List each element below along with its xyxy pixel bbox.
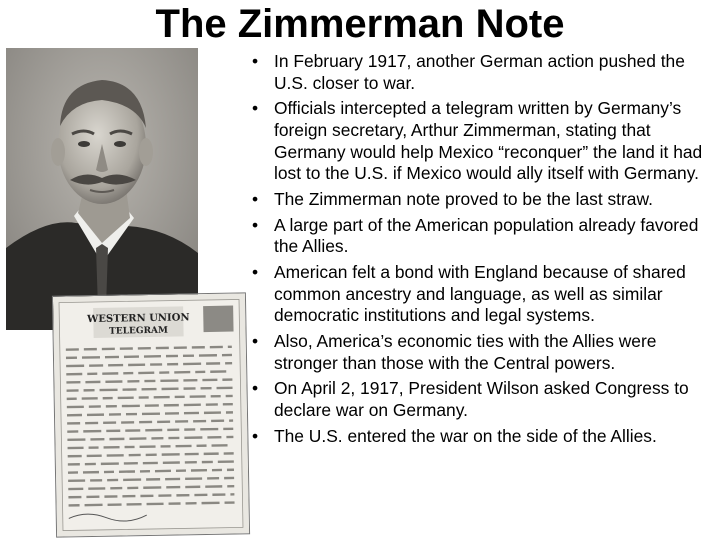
telegram-code-mark bbox=[66, 365, 84, 368]
zimmerman-telegram-image bbox=[52, 292, 250, 537]
telegram-code-mark bbox=[183, 379, 197, 382]
telegram-code-mark bbox=[107, 479, 118, 482]
telegram-code-mark bbox=[204, 411, 221, 414]
telegram-code-mark bbox=[186, 502, 197, 505]
bullet-list bbox=[252, 51, 718, 452]
telegram-code-mark bbox=[174, 371, 190, 374]
telegram-code-mark bbox=[167, 363, 178, 366]
telegram-code-mark bbox=[66, 373, 82, 376]
telegram-code-mark bbox=[175, 396, 185, 399]
bullet-item bbox=[252, 189, 718, 211]
telegram-code-mark bbox=[139, 421, 152, 424]
telegram-code-mark bbox=[142, 388, 157, 391]
telegram-code-mark bbox=[150, 363, 162, 366]
telegram-code-mark bbox=[89, 405, 101, 408]
telegram-code-mark bbox=[225, 362, 232, 365]
telegram-code-mark bbox=[126, 413, 137, 416]
telegram-code-mark bbox=[175, 420, 188, 423]
telegram-code-mark bbox=[163, 461, 180, 464]
telegram-code-mark bbox=[106, 430, 120, 433]
telegram-code-mark bbox=[145, 429, 162, 432]
telegram-code-mark bbox=[151, 437, 163, 440]
telegram-code-mark bbox=[68, 455, 82, 458]
telegram-code-mark bbox=[66, 356, 77, 359]
telegram-code-mark bbox=[67, 389, 79, 392]
telegram-code-mark bbox=[184, 412, 199, 415]
telegram-code-mark bbox=[226, 436, 233, 439]
telegram-code-mark bbox=[66, 348, 79, 351]
telegram-code-mark bbox=[101, 462, 119, 465]
telegram-code-mark bbox=[222, 378, 232, 381]
telegram-code-mark bbox=[138, 347, 151, 350]
telegram-code-mark bbox=[185, 477, 202, 480]
telegram-code-mark bbox=[147, 503, 164, 506]
telegram-code-mark bbox=[201, 387, 212, 390]
telegram-code-mark bbox=[185, 486, 200, 489]
telegram-header-line1: WESTERN UNION bbox=[86, 312, 190, 326]
telegram-code-mark bbox=[204, 452, 219, 455]
telegram-code-mark bbox=[176, 494, 189, 497]
telegram-code-mark bbox=[185, 461, 197, 464]
telegram-code-mark bbox=[223, 428, 233, 431]
telegram-code-mark bbox=[67, 438, 85, 441]
telegram-code-mark bbox=[129, 437, 146, 440]
telegram-code-mark bbox=[85, 463, 96, 466]
telegram-code-mark bbox=[202, 461, 213, 464]
bullet-item bbox=[252, 426, 718, 448]
telegram-code-mark bbox=[174, 346, 187, 349]
telegram-code-mark bbox=[67, 414, 82, 417]
telegram-code-mark bbox=[123, 478, 141, 481]
telegram-code-mark bbox=[121, 421, 134, 424]
telegram-code-mark bbox=[138, 372, 154, 375]
telegram-code-mark bbox=[168, 437, 179, 440]
telegram-code-mark bbox=[104, 446, 120, 449]
telegram-code-mark bbox=[143, 486, 161, 489]
telegram-code-mark bbox=[125, 429, 140, 432]
telegram-code-mark bbox=[68, 488, 83, 491]
telegram-code-mark bbox=[124, 462, 138, 465]
telegram-code-mark bbox=[207, 436, 221, 439]
telegram-code-mark bbox=[191, 469, 207, 472]
telegram-code-mark bbox=[207, 477, 219, 480]
telegram-code-mark bbox=[202, 379, 217, 382]
telegram-code-mark bbox=[212, 469, 222, 472]
telegram-code-mark bbox=[140, 495, 153, 498]
bullet-dot: • bbox=[252, 262, 259, 283]
telegram-code-mark bbox=[223, 403, 233, 406]
telegram-code-mark bbox=[224, 452, 234, 455]
telegram-code-mark bbox=[229, 419, 233, 421]
telegram-code-mark bbox=[100, 389, 118, 392]
telegram-code-mark bbox=[161, 445, 171, 448]
telegram-code-mark bbox=[157, 420, 170, 423]
telegram-code-mark bbox=[217, 387, 233, 390]
bullet-text: In February 1917, another German action pushed the U.S. closer to war. bbox=[274, 51, 685, 93]
telegram-code-mark bbox=[146, 454, 157, 457]
telegram-code-mark bbox=[212, 493, 225, 496]
telegram-code-mark bbox=[162, 388, 179, 391]
telegram-code-mark bbox=[154, 396, 170, 399]
telegram-code-mark bbox=[194, 494, 207, 497]
bullet-item bbox=[252, 51, 718, 94]
telegram-code-mark bbox=[82, 397, 98, 400]
telegram-code-mark bbox=[83, 471, 99, 474]
telegram-code-mark bbox=[102, 348, 115, 351]
telegram-code-mark bbox=[210, 370, 226, 373]
telegram-code-mark bbox=[155, 470, 171, 473]
telegram-code-mark bbox=[106, 405, 117, 408]
telegram-code-mark bbox=[83, 430, 101, 433]
telegram-code-mark bbox=[158, 494, 171, 497]
telegram-code-mark bbox=[184, 404, 201, 407]
telegram-code-mark bbox=[140, 470, 150, 473]
telegram-code-mark bbox=[190, 395, 206, 398]
telegram-code-mark bbox=[82, 356, 100, 359]
telegram-code-mark bbox=[118, 396, 134, 399]
telegram-code-mark bbox=[225, 501, 235, 504]
bullet-dot: • bbox=[252, 425, 259, 446]
bullet-item bbox=[252, 98, 718, 184]
telegram-code-mark bbox=[211, 420, 224, 423]
telegram-code-mark bbox=[89, 446, 99, 449]
telegram-code-mark bbox=[211, 395, 221, 398]
bullet-dot: • bbox=[252, 188, 259, 209]
telegram-code-mark bbox=[128, 363, 145, 366]
telegram-code-mark bbox=[85, 381, 100, 384]
telegram-code-mark bbox=[165, 478, 180, 481]
bullet-text: The Zimmerman note proved to be the last straw. bbox=[274, 188, 653, 209]
telegram-code-mark bbox=[89, 364, 103, 367]
telegram-code-mark bbox=[120, 347, 133, 350]
telegram-code-mark bbox=[210, 346, 223, 349]
bullet-dot: • bbox=[252, 214, 259, 235]
telegram-code-mark bbox=[140, 445, 156, 448]
bullet-item bbox=[252, 378, 718, 421]
telegram-code-mark bbox=[206, 403, 218, 406]
telegram-code-mark bbox=[184, 428, 195, 431]
telegram-code-mark bbox=[185, 453, 199, 456]
telegram-code-mark bbox=[166, 355, 178, 358]
telegram-code-mark bbox=[107, 454, 124, 457]
telegram-code-mark bbox=[159, 371, 169, 374]
telegram-code-mark bbox=[212, 444, 228, 447]
telegram-code-mark bbox=[166, 486, 180, 489]
telegram-code-mark bbox=[160, 379, 178, 382]
telegram-code-mark bbox=[103, 421, 116, 424]
bullet-text: Also, America’s economic ties with the Allies were stronger than those with the Central powers. bbox=[274, 331, 657, 373]
telegram-code-mark bbox=[176, 445, 192, 448]
telegram-code-mark bbox=[184, 436, 202, 439]
telegram-code-mark bbox=[202, 502, 220, 505]
telegram-code-mark bbox=[105, 380, 122, 383]
telegram-code-mark bbox=[169, 502, 181, 505]
bullet-dot: • bbox=[252, 98, 259, 119]
telegram-code-mark bbox=[192, 346, 205, 349]
telegram-code-mark bbox=[129, 454, 141, 457]
bullet-dot: • bbox=[252, 331, 259, 352]
telegram-code-mark bbox=[123, 372, 133, 375]
telegram-code-mark bbox=[109, 413, 121, 416]
telegram-code-mark bbox=[162, 453, 180, 456]
telegram-code-mark bbox=[88, 487, 105, 490]
telegram-code-mark bbox=[87, 413, 104, 416]
telegram-code-mark bbox=[156, 347, 169, 350]
bullet-text: Officials intercepted a telegram written by Germany’s foreign secretary, Arthur Zimmerman, stating that Germany would help Mexico “reconquer” the land it had lost to the U.S. if Mexico would ally itself with Germany. bbox=[274, 98, 703, 184]
telegram-code-mark bbox=[127, 380, 139, 383]
telegram-code-mark bbox=[205, 485, 222, 488]
telegram-code-mark bbox=[68, 447, 84, 450]
telegram-code-mark bbox=[142, 412, 160, 415]
telegram-code-mark bbox=[167, 429, 179, 432]
telegram-code-mark bbox=[102, 372, 118, 375]
telegram-code-mark bbox=[226, 395, 233, 398]
telegram-code-mark bbox=[218, 460, 234, 463]
bullet-item bbox=[252, 331, 718, 374]
telegram-code-mark bbox=[228, 346, 232, 348]
telegram-code-mark bbox=[195, 371, 205, 374]
telegram-code-mark bbox=[87, 454, 102, 457]
telegram-code-mark bbox=[197, 444, 207, 447]
telegram-code-mark bbox=[104, 471, 114, 474]
telegram-code-mark bbox=[68, 479, 85, 482]
telegram-code-mark bbox=[90, 479, 102, 482]
telegram-code-mark bbox=[90, 438, 104, 441]
bullet-text: A large part of the American population already favored the Allies. bbox=[274, 214, 699, 257]
telegram-code-mark bbox=[200, 428, 218, 431]
bullet-text: American felt a bond with England because of shared common ancestry and language, as well as similar democratic institutions and legal systems. bbox=[274, 262, 686, 326]
telegram-code-mark bbox=[68, 471, 78, 474]
telegram-code-mark bbox=[145, 404, 159, 407]
telegram-code-mark bbox=[226, 411, 233, 414]
telegram-code-mark bbox=[127, 487, 138, 490]
telegram-code-mark bbox=[183, 354, 194, 357]
telegram-code-mark bbox=[119, 470, 135, 473]
telegram-code-mark bbox=[224, 477, 234, 480]
telegram-code-mark bbox=[105, 356, 119, 359]
telegram-code-mark bbox=[124, 355, 139, 358]
telegram-code-mark bbox=[199, 354, 217, 357]
telegram-code-mark bbox=[183, 363, 201, 366]
telegram-code-mark bbox=[139, 396, 149, 399]
bullet-text: On April 2, 1917, President Wilson asked Congress to declare war on Germany. bbox=[274, 378, 689, 421]
telegram-code-mark bbox=[193, 420, 206, 423]
bullet-item bbox=[252, 262, 718, 327]
telegram-code-mark bbox=[164, 404, 179, 407]
telegram-code-mark bbox=[144, 355, 161, 358]
telegram-code-mark bbox=[109, 438, 124, 441]
bullet-dot: • bbox=[252, 378, 259, 399]
telegram-code-mark bbox=[68, 463, 80, 466]
telegram-code-mark bbox=[87, 373, 97, 376]
telegram-code-mark bbox=[85, 422, 98, 425]
telegram-header-line2: TELEGRAM bbox=[109, 325, 169, 337]
telegram-code-mark bbox=[67, 430, 78, 433]
slide-title: The Zimmerman Note bbox=[155, 2, 565, 46]
telegram-code-mark bbox=[125, 446, 135, 449]
telegram-code-mark bbox=[108, 364, 123, 367]
telegram-code-mark bbox=[108, 503, 122, 506]
telegram-code-mark bbox=[165, 412, 179, 415]
bullet-item bbox=[252, 215, 718, 258]
telegram-code-mark bbox=[227, 485, 234, 488]
telegram-code-mark bbox=[67, 397, 77, 400]
telegram-code-mark bbox=[176, 469, 186, 472]
telegram-code-mark bbox=[67, 406, 84, 409]
telegram-code-mark bbox=[230, 493, 234, 495]
telegram-code-mark bbox=[68, 496, 81, 499]
telegram-code-mark bbox=[86, 496, 99, 499]
telegram-code-mark bbox=[123, 388, 137, 391]
bullet-dot: • bbox=[252, 51, 259, 71]
telegram-code-mark bbox=[69, 504, 80, 507]
telegram-code-mark bbox=[66, 381, 80, 384]
telegram-code-mark bbox=[85, 504, 103, 507]
telegram-code-mark bbox=[122, 495, 135, 498]
telegram-code-mark bbox=[143, 462, 158, 465]
telegram-code-mark bbox=[103, 397, 113, 400]
telegram-code-mark bbox=[67, 422, 80, 425]
telegram-code-mark bbox=[184, 387, 196, 390]
telegram-code-mark bbox=[146, 478, 160, 481]
zimmerman-portrait-image bbox=[6, 48, 198, 330]
telegram-code-mark bbox=[104, 495, 117, 498]
telegram-code-mark bbox=[144, 380, 155, 383]
telegram-code-mark bbox=[110, 487, 122, 490]
telegram-code-mark bbox=[127, 503, 142, 506]
telegram-code-mark bbox=[222, 354, 232, 357]
bullet-text: The U.S. entered the war on the side of the Allies. bbox=[274, 425, 657, 446]
telegram-code-mark bbox=[84, 389, 95, 392]
telegram-code-mark bbox=[84, 348, 97, 351]
telegram-code-mark bbox=[122, 405, 140, 408]
telegram-code-mark bbox=[227, 469, 234, 472]
telegram-code-mark bbox=[206, 362, 220, 365]
